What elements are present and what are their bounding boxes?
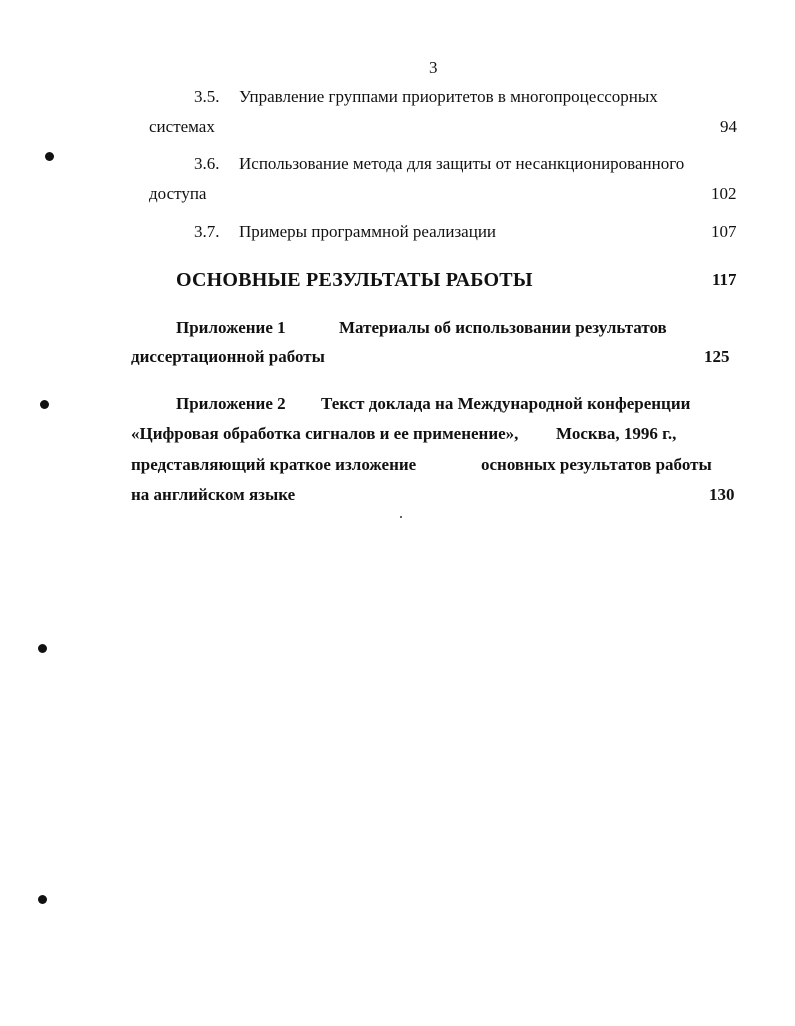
toc-appendix-1-title-line2: диссертационной работы (131, 347, 325, 366)
toc-section-3-6-number: 3.6. (194, 154, 220, 173)
toc-section-3-5-number: 3.5. (194, 87, 220, 106)
toc-section-3-7-page: 107 (711, 222, 737, 241)
toc-results-page: 117 (712, 270, 737, 289)
toc-appendix-1-label: Приложение 1 (176, 318, 286, 337)
toc-section-3-6-title-line2: доступа (149, 184, 207, 203)
toc-appendix-2-page: 130 (709, 485, 735, 504)
toc-appendix-2-title-line2a: «Цифровая обработка сигналов и ее применение», (131, 424, 519, 443)
toc-appendix-2-title-line2b: Москва, 1996 г., (556, 424, 677, 443)
toc-appendix-2-title-line4: на английском языке (131, 485, 296, 504)
punch-hole-mark (45, 152, 54, 161)
page-number: 3 (429, 58, 438, 77)
punch-hole-mark (38, 895, 47, 904)
scan-speck (400, 516, 402, 518)
toc-section-3-6-title-line1: Использование метода для защиты от несанкционированного (239, 154, 685, 173)
toc-section-3-7-title: Примеры программной реализации (239, 222, 497, 241)
toc-appendix-2-label: Приложение 2 (176, 394, 286, 413)
toc-appendix-1-page: 125 (704, 347, 730, 366)
toc-appendix-2-title-line1: Текст доклада на Международной конференции (321, 394, 691, 413)
toc-appendix-2-title-line3a: представляющий краткое изложение (131, 455, 417, 474)
toc-appendix-2-title-line3b: основных результатов работы (481, 455, 712, 474)
toc-section-3-7-number: 3.7. (194, 222, 220, 241)
toc-section-3-5-title-line1: Управление группами приоритетов в многопроцессорных (239, 87, 658, 106)
toc-section-3-5-page: 94 (720, 117, 737, 136)
toc-appendix-1-title-line1: Материалы об использовании результатов (339, 318, 667, 337)
punch-hole-mark (38, 644, 47, 653)
toc-results-heading: ОСНОВНЫЕ РЕЗУЛЬТАТЫ РАБОТЫ (176, 269, 533, 291)
toc-section-3-5-title-line2: системах (149, 117, 215, 136)
toc-section-3-6-page: 102 (711, 184, 737, 203)
punch-hole-mark (40, 400, 49, 409)
